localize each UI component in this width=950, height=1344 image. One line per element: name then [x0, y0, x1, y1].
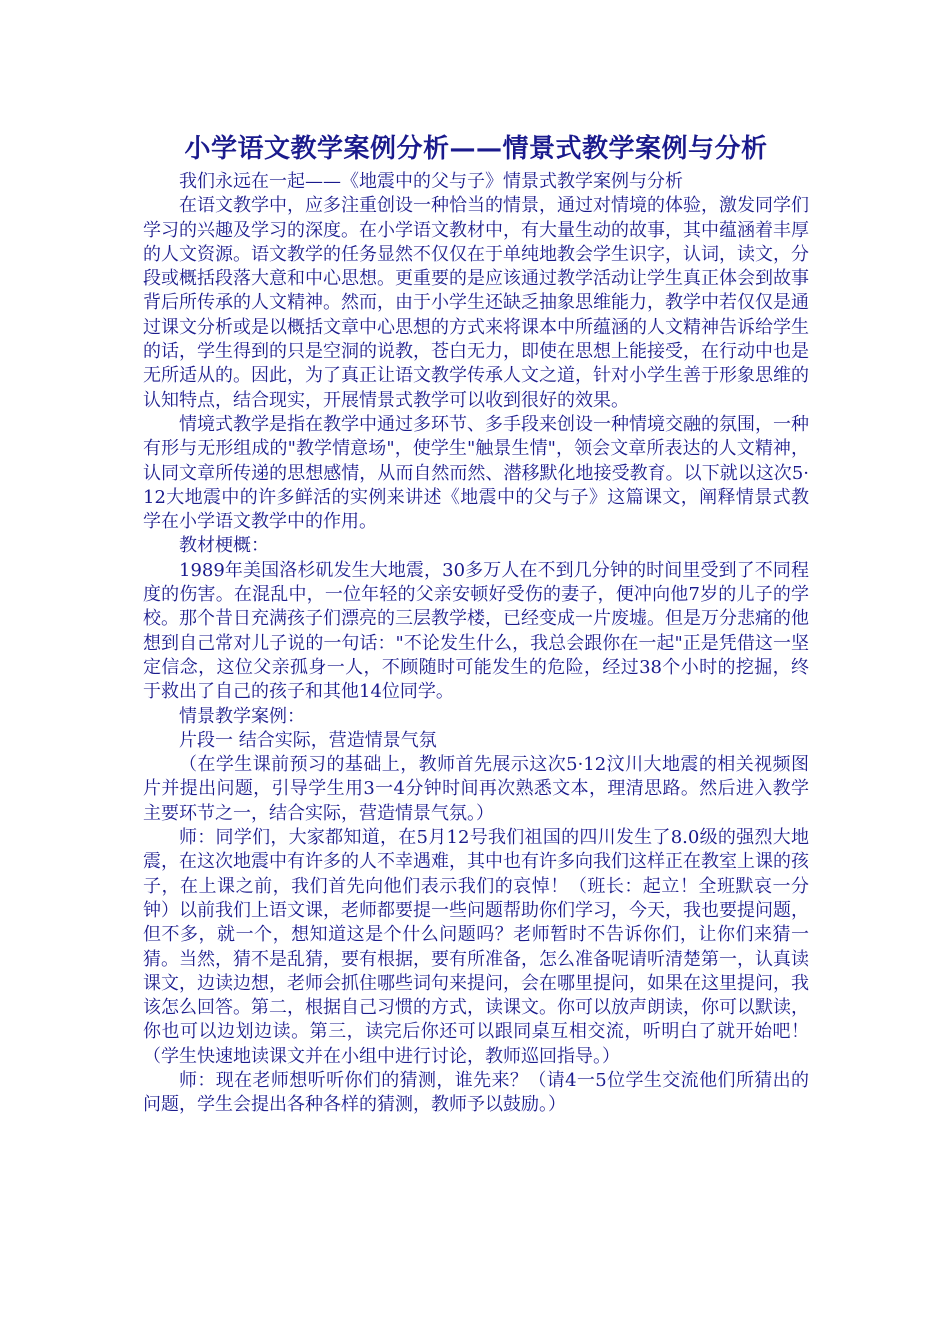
definition-paragraph: 情境式教学是指在教学中通过多环节、多手段来创设一种情境交融的氛围，一种有形与无形组成的"教学情意场"，使学生"触景生情"，领会文章所表达的人文精神，认同文章所传递的思想感情，从而自然而然、潜移默化地接受教育。以下就以这次5·12大地震中的许多鲜活的实例来讲述《地震中的父与子》这篇课文，阐释情景式教学在小学语文教学中的作用。	[143, 413, 809, 533]
subtitle-paragraph: 我们永远在一起——《地震中的父与子》情景式教学案例与分析	[179, 171, 683, 192]
teacher-question-paragraph: 师：现在老师想听听你们的猜测，谁先来？（请4一5位学生交流他们所猜出的问题，学生会提出各种各样的猜测，教师予以鼓励。）	[143, 1069, 809, 1116]
section-heading-summary: 教材梗概：	[179, 535, 269, 557]
fragment-heading: 片段一 结合实际，营造情景气氛	[179, 729, 437, 751]
summary-paragraph: 1989年美国洛杉矶发生大地震，30多万人在不到几分钟的时间里受到了不同程度的伤害。在混乱中，一位年轻的父亲安顿好受伤的妻子，便冲向他7岁的儿子的学校。那个昔日充满孩子们漂亮的三层教学楼，已经变成一片废墟。但是万分悲痛的他想到自己常对儿子说的一句话："不论发生什么，我总会跟你在一起"正是凭借这一坚定信念，这位父亲孤身一人，不顾随时可能发生的危险，经过38个小时的挖掘，终于救出了自己的孩子和其他14位同学。	[143, 559, 809, 703]
document-title: 小学语文教学案例分析——情景式教学案例与分析	[184, 134, 768, 164]
section-heading-cases: 情景教学案例：	[179, 705, 305, 727]
intro-paragraph: 在语文教学中，应多注重创设一种恰当的情景，通过对情境的体验，激发同学们学习的兴趣及学习的深度。在小学语文教材中，有大量生动的故事，其中蕴涵着丰厚的人文资源。语文教学的任务显然不仅仅在于单纯地教会学生识字，认词，读文，分段或概括段落大意和中心思想。更重要的是应该通过教学活动让学生真正体会到故事背后所传承的人文精神。然而，由于小学生还缺乏抽象思维能力，教学中若仅仅是通过课文分析或是以概括文章中心思想的方式来将课本中所蕴涵的人文精神告诉给学生的话，学生得到的只是空洞的说教，苍白无力，即使在思想上能接受，在行动中也是无所适从的。因此，为了真正让语文教学传承人文之道，针对小学生善于形象思维的认知特点，结合现实，开展情景式教学可以收到很好的效果。	[143, 195, 809, 411]
document-body	[143, 128, 809, 1118]
fragment-note-paragraph: （在学生课前预习的基础上，教师首先展示这次5·12汶川大地震的相关视频图片并提出问题，引导学生用3一4分钟时间再次熟悉文本，理清思路。然后进入教学主要环节之一，结合实际，营造情景气氛。）	[143, 754, 809, 824]
teacher-dialogue-paragraph: 师：同学们，大家都知道，在5月12号我们祖国的四川发生了8.0级的强烈大地震，在这次地震中有许多的人不幸遇难，其中也有许多向我们这样正在教室上课的孩子，在上课之前，我们首先向他们表示我们的哀悼！（班长：起立！全班默哀一分钟）以前我们上语文课，老师都要提一些问题帮助你们学习，今天，我也要提问题，但不多，就一个，想知道这是个什么问题吗？老师暂时不告诉你们，让你们来猜一猜。当然，猜不是乱猜，要有根据，要有所准备，怎么准备呢请听清楚第一，认真读课文，边读边想，老师会抓住哪些词句来提问，会在哪里提问，如果在这里提问，我该怎么回答。第二，根据自己习惯的方式，读课文。你可以放声朗读，你可以默读，你也可以边划边读。第三，读完后你还可以跟同桌互相交流，听明白了就开始吧！（学生快速地读课文并在小组中进行讨论，教师巡回指导。）	[143, 827, 809, 1067]
